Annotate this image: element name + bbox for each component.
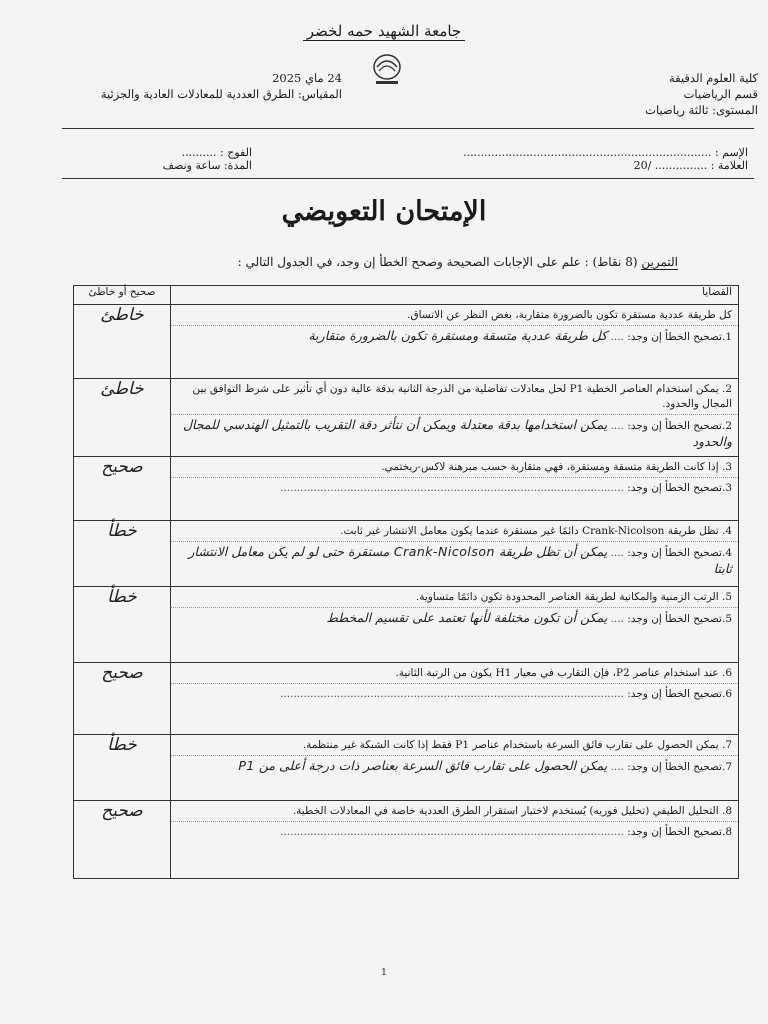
answer-header: صحيح أو خاطئ — [74, 286, 171, 305]
correction-line: 5.تصحيح الخطأ إن وجد: .... يمكن أن تكون مختلفة لأنها تعتمد على تقسيم المخطط — [171, 607, 738, 629]
answer-cell: خاطئ — [74, 305, 171, 379]
correction-label: 8.تصحيح الخطأ إن وجد: — [627, 826, 732, 838]
exercise-table — [73, 285, 739, 879]
course-name: المقياس: الطرق العددية للمعادلات العادية والجزئية — [100, 87, 342, 101]
correction-label: 3.تصحيح الخطأ إن وجد: — [627, 482, 732, 494]
correction-label: 1.تصحيح الخطأ إن وجد: — [627, 331, 732, 343]
correction-line: 3.تصحيح الخطأ إن وجد: ....................................................................................................... — [171, 477, 738, 498]
course-block — [82, 70, 342, 102]
correction-label: 7.تصحيح الخطأ إن وجد: — [627, 761, 732, 773]
correction-line: 7.تصحيح الخطأ إن وجد: .... يمكن الحصول على تقارب فائق السرعة بعناصر ذات درجة أعلى من P1 — [171, 755, 738, 777]
answer-cell: خطأ — [74, 587, 171, 663]
table-row — [74, 801, 739, 879]
table-row — [74, 305, 739, 379]
correction-line: 1.تصحيح الخطأ إن وجد: .... كل طريقة عددية متسقة ومستقرة تكون بالضرورة متقاربة — [171, 325, 738, 347]
exercise-instruction — [78, 255, 678, 269]
statement-text: 4. تظل طريقة Crank-Nicolson دائمًا غير مستقرة عندما يكون معامل الانتشار غير ثابت. — [340, 525, 732, 537]
university-name: جامعة الشهيد حمه لخضر — [0, 22, 768, 40]
table-row — [74, 379, 739, 457]
group-field: الفوج : .......... — [181, 146, 252, 159]
handwritten-correction: كل طريقة عددية متسقة ومستقرة تكون بالضرورة متقاربة — [308, 328, 608, 343]
fields-divider — [62, 178, 754, 179]
correction-line: 8.تصحيح الخطأ إن وجد: ....................................................................................................... — [171, 821, 738, 842]
handwritten-correction: يمكن الحصول على تقارب فائق السرعة بعناصر ذات درجة أعلى من P1 — [238, 758, 608, 773]
instruction-text: (8 نقاط) : علم على الإجابات الصحيحة وصحح الخطأ إن وجد، في الجدول التالي : — [237, 255, 638, 269]
header-divider — [62, 128, 754, 129]
handwritten-correction: يمكن أن تظل طريقة Crank-Nicolson مستقرة حتى لو لم يكن معامل الانتشار ثابتا — [188, 544, 732, 576]
statement-text: 7. يمكن الحصول على تقارب فائق السرعة باستخدام عناصر P1 فقط إذا كانت الشبكة غير منتظمة. — [302, 739, 732, 751]
grade-field: العلامة : ............... /20 — [633, 159, 748, 172]
answer-cell: خطأ — [74, 521, 171, 587]
exam-title: الإمتحان التعويضي — [281, 196, 487, 227]
table-header-row — [74, 286, 739, 305]
exercise-label: التمرين — [641, 255, 678, 269]
table-row — [74, 587, 739, 663]
correction-line: 2.تصحيح الخطأ إن وجد: .... يمكن استخدامها بدقة معتدلة ويمكن أن نتأثر دقة التقريب بالتمثيل الهندسي للمجال والحدود — [171, 414, 738, 453]
correction-line: 6.تصحيح الخطأ إن وجد: ....................................................................................................... — [171, 683, 738, 704]
faculty-block — [558, 70, 758, 118]
answer-cell: خاطئ — [74, 379, 171, 457]
table-row — [74, 457, 739, 521]
faculty-name: كلية العلوم الدقيقة — [668, 71, 758, 85]
handwritten-correction: يمكن أن تكون مختلفة لأنها تعتمد على تقسيم المخطط — [326, 610, 608, 625]
correction-label: 5.تصحيح الخطأ إن وجد: — [627, 613, 732, 625]
statements-header: القضايا — [171, 286, 739, 305]
statement-text: 3. إذا كانت الطريقة متسقة ومستقرة، فهي متقاربة حسب مبرهنة لاكس-ريختمي. — [381, 461, 732, 473]
correction-line: 4.تصحيح الخطأ إن وجد: .... يمكن أن تظل طريقة Crank-Nicolson مستقرة حتى لو لم يكن معامل الانتشار ثابتا — [171, 541, 738, 580]
statement-text: 8. التحليل الطيفي (تحليل فوريه) يُستخدم لاختبار استقرار الطرق العددية خاصة في المعادلات الخطية. — [292, 805, 732, 817]
statement-text: 5. الرتب الزمنية والمكانية لطريقة العناصر المحدودة تكون دائمًا متساوية. — [415, 591, 732, 603]
table-row — [74, 735, 739, 801]
table-row — [74, 521, 739, 587]
answer-cell: صحيح — [74, 457, 171, 521]
correction-label: 6.تصحيح الخطأ إن وجد: — [627, 688, 732, 700]
exam-date: 24 ماي 2025 — [272, 71, 342, 85]
correction-label: 4.تصحيح الخطأ إن وجد: — [627, 547, 732, 559]
statement-text: 2. يمكن استخدام العناصر الخطية P1 لحل معادلات تفاضلية من الدرجة الثانية بدقة عالية دون أي تأثير على شرط التوافق بين المجال والحدود. — [192, 383, 732, 410]
answer-cell: صحيح — [74, 663, 171, 735]
department-name: قسم الرياضيات — [683, 87, 758, 101]
correction-label: 2.تصحيح الخطأ إن وجد: — [627, 420, 732, 432]
answer-cell: خطأ — [74, 735, 171, 801]
statement-text: 6. عند استخدام عناصر P2، فإن التقارب في معيار H1 يكون من الرتبة الثانية. — [395, 667, 732, 679]
answer-cell: صحيح — [74, 801, 171, 879]
table-row — [74, 663, 739, 735]
student-name-field: الإسم : ....................................................................... — [463, 146, 748, 159]
duration-field: المدة: ساعة ونصف — [162, 159, 252, 172]
page-number: 1 — [381, 968, 387, 978]
level-label: المستوى: ثالثة رياضيات — [645, 103, 758, 117]
university-logo — [370, 52, 404, 88]
handwritten-correction: يمكن استخدامها بدقة معتدلة ويمكن أن نتأثر دقة التقريب بالتمثيل الهندسي للمجال والحدود — [182, 417, 732, 449]
statement-text: كل طريقة عددية مستقرة تكون بالضرورة متقاربة، بغض النظر عن الاتساق. — [407, 309, 732, 321]
